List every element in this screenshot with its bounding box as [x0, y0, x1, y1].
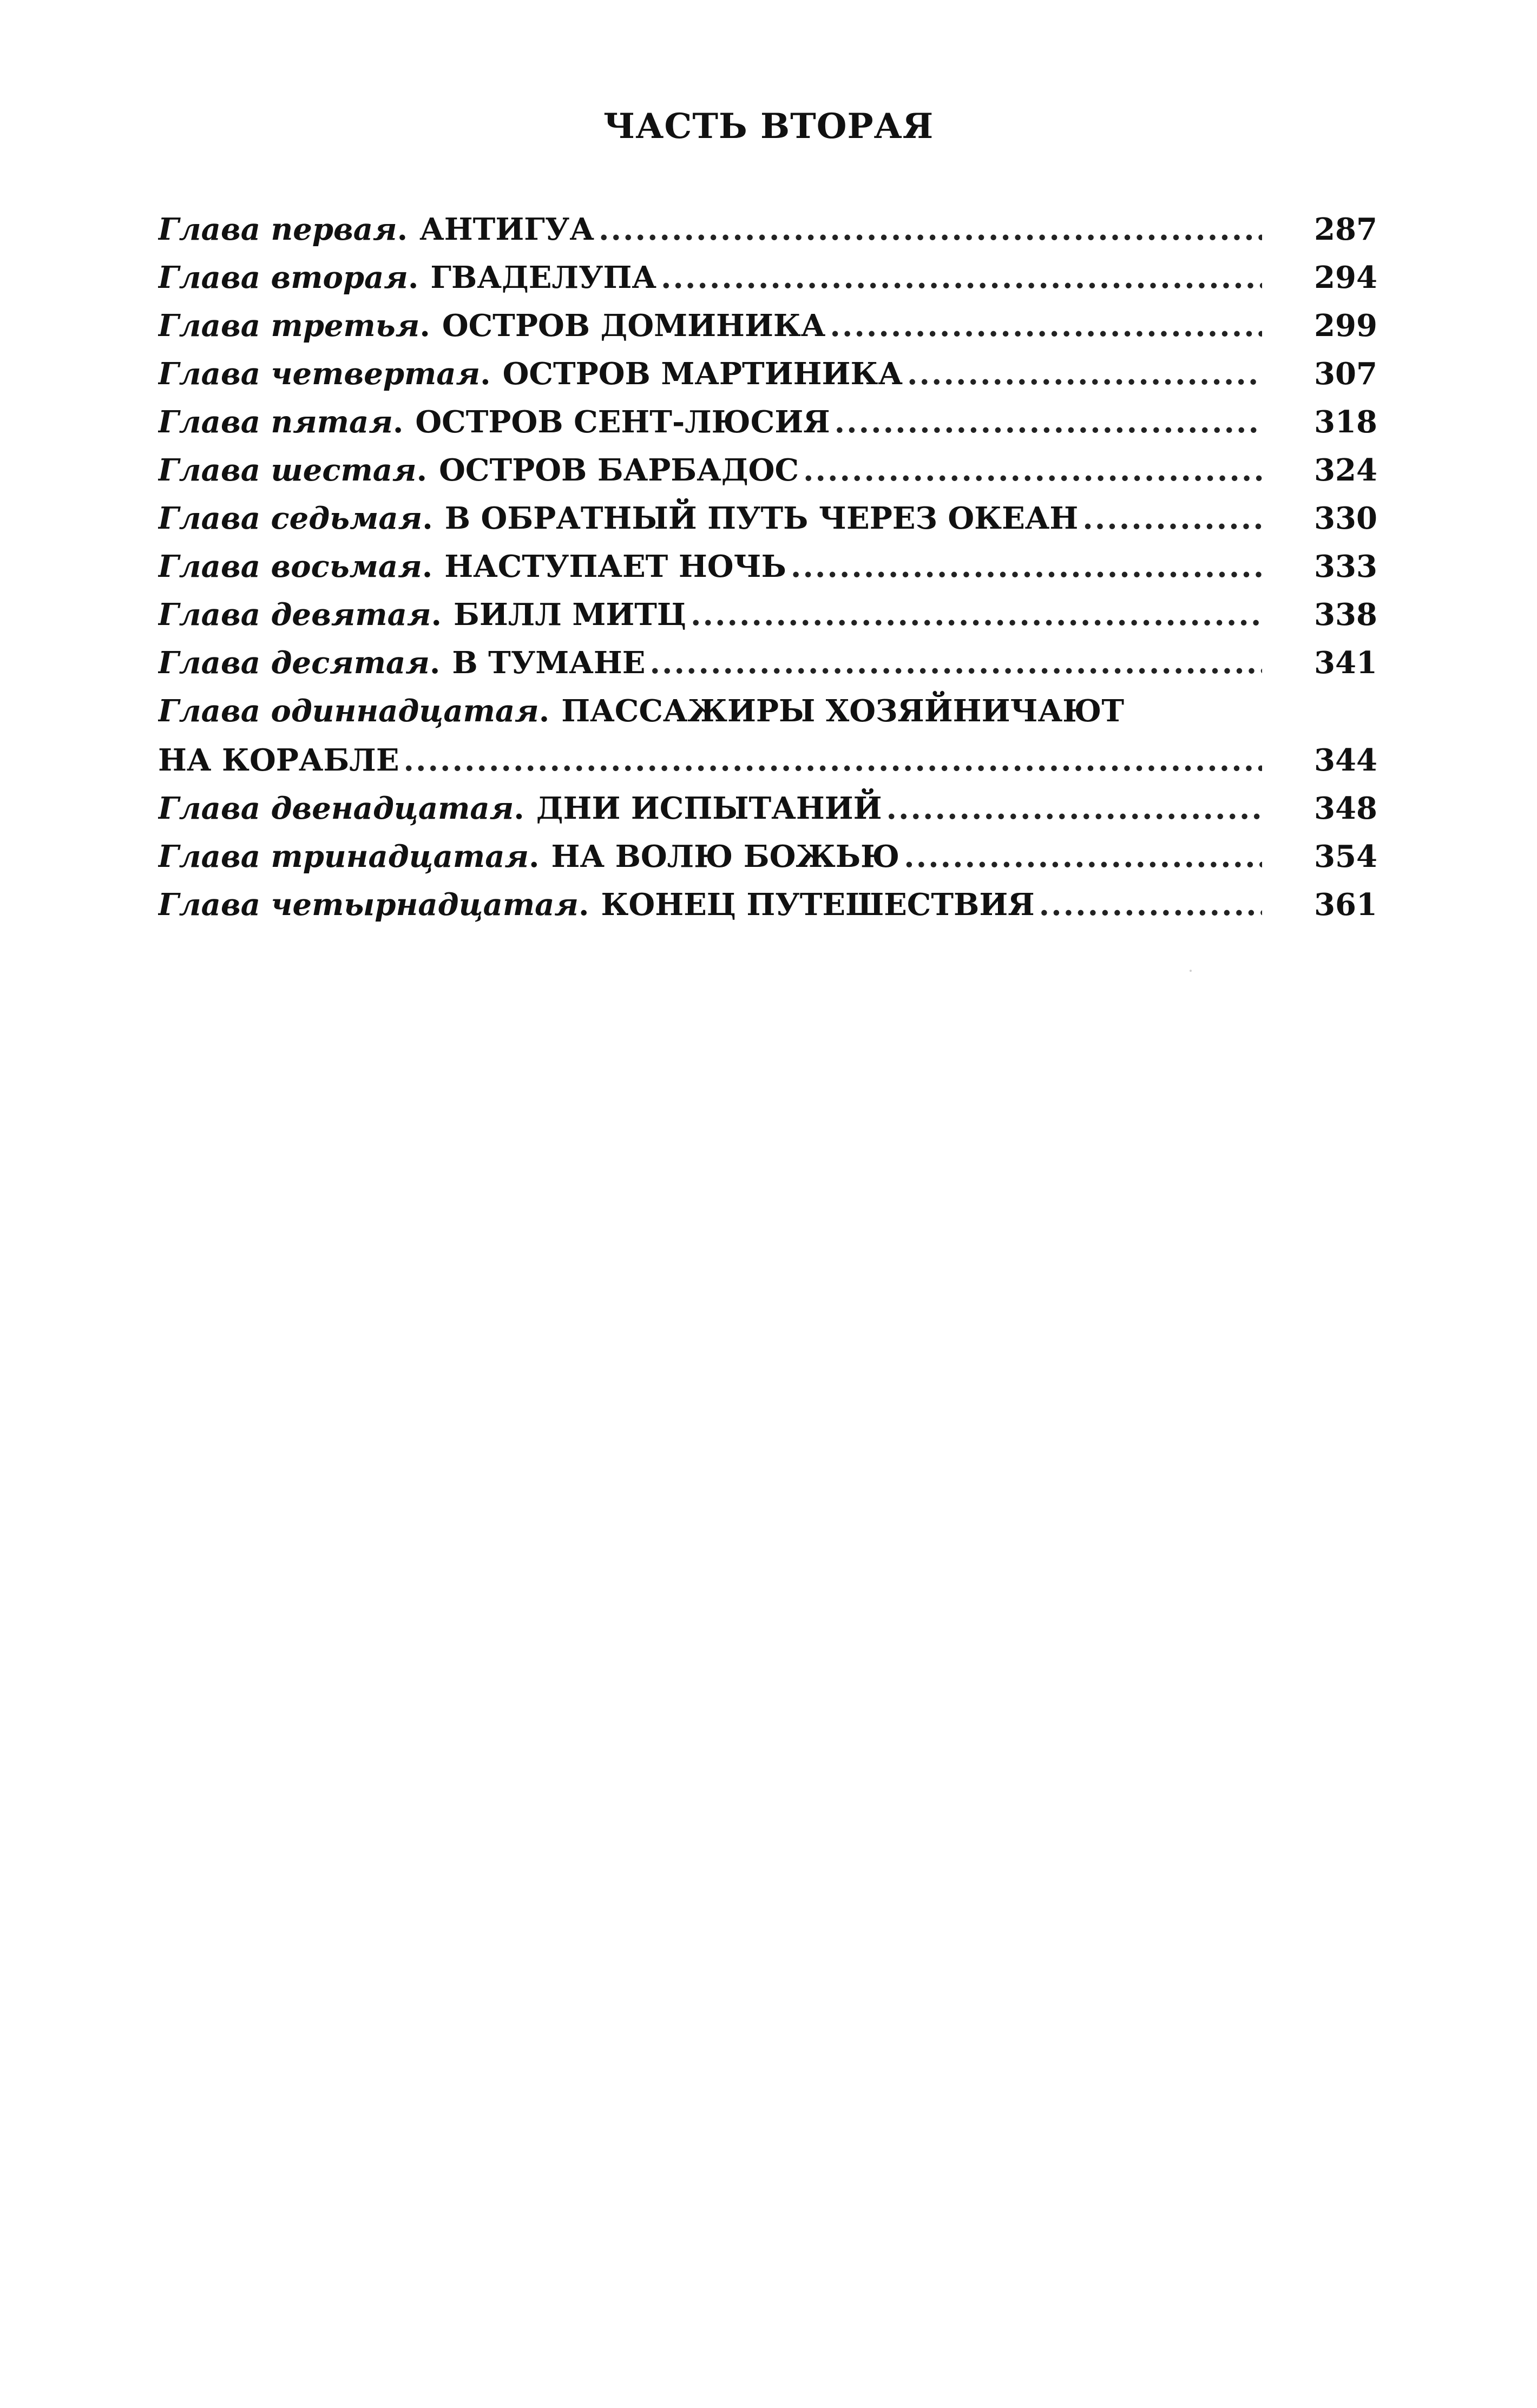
toc-entry: Глава пятая . ОСТРОВ СЕНТ-ЛЮСИЯ ..... 318	[158, 398, 1377, 446]
page-number: 341	[1314, 645, 1377, 681]
dot-leader	[886, 785, 1262, 833]
page-number: 299	[1314, 308, 1377, 344]
toc-entry: Глава десятая . В ТУМАНЕ ..... 341	[158, 639, 1377, 687]
page-number: 344	[1314, 742, 1377, 778]
chapter-title: ОСТРОВ СЕНТ-ЛЮСИЯ	[415, 404, 830, 440]
chapter-label: Глава третья	[158, 308, 420, 344]
paper-speck	[1190, 970, 1192, 972]
page-number: 354	[1314, 839, 1377, 874]
chapter-title: ДНИ ИСПЫТАНИЙ	[536, 791, 882, 826]
chapter-label: Глава десятая	[158, 645, 430, 681]
dot-leader	[599, 206, 1262, 254]
toc-entry: Глава четвертая . ОСТРОВ МАРТИНИКА ..... 307	[158, 350, 1377, 398]
page-number: 348	[1314, 791, 1377, 826]
chapter-title-continued: НА КОРАБЛЕ	[158, 742, 399, 778]
page-number: 330	[1314, 501, 1377, 536]
page-number: 324	[1314, 452, 1377, 488]
part-title: ЧАСТЬ ВТОРАЯ	[603, 106, 934, 147]
chapter-label: Глава девятая	[158, 597, 431, 633]
dot-leader	[907, 350, 1262, 398]
dot-leader	[404, 736, 1262, 785]
table-of-contents	[158, 206, 1377, 929]
toc-entry: Глава двенадцатая . ДНИ ИСПЫТАНИЙ ..... 348	[158, 785, 1377, 833]
toc-entry: Глава третья . ОСТРОВ ДОМИНИКА ..... 299	[158, 302, 1377, 350]
chapter-label: Глава пятая	[158, 404, 393, 440]
toc-entry: Глава восьмая . НАСТУПАЕТ НОЧЬ ..... 333	[158, 543, 1377, 591]
chapter-label: Глава первая	[158, 212, 397, 247]
toc-entry: Глава вторая . ГВАДЕЛУПА ..... 294	[158, 254, 1377, 302]
toc-entry: Глава девятая . БИЛЛ МИТЦ ..... 338	[158, 591, 1377, 639]
page-number: 361	[1314, 887, 1377, 923]
chapter-title: ОСТРОВ БАРБАДОС	[439, 452, 799, 488]
chapter-label: Глава седьмая	[158, 501, 423, 536]
chapter-title: ГВАДЕЛУПА	[430, 260, 656, 295]
chapter-label: Глава тринадцатая	[158, 839, 529, 874]
dot-leader	[803, 446, 1262, 495]
toc-entry-line2	[158, 736, 1377, 785]
chapter-title: НА ВОЛЮ БОЖЬЮ	[551, 839, 900, 874]
chapter-title: БИЛЛ МИТЦ	[454, 597, 687, 633]
chapter-title: АНТИГУА	[419, 212, 594, 247]
toc-entry: Глава первая . АНТИГУА ..... 287	[158, 206, 1377, 254]
chapter-label: Глава восьмая	[158, 549, 422, 584]
chapter-label: Глава двенадцатая	[158, 791, 514, 826]
toc-entry: Глава шестая . ОСТРОВ БАРБАДОС ..... 324	[158, 446, 1377, 495]
chapter-title: ПАССАЖИРЫ ХОЗЯЙНИЧАЮТ	[561, 693, 1124, 729]
toc-entry-line1: Глава одиннадцатая . ПАССАЖИРЫ ХОЗЯЙНИЧАЮТ	[158, 687, 1377, 736]
chapter-label: Глава четырнадцатая	[158, 887, 579, 923]
dot-leader	[649, 639, 1262, 687]
page-number: 287	[1314, 212, 1377, 247]
dot-leader	[1082, 495, 1262, 543]
page-number: 318	[1314, 404, 1377, 440]
chapter-title: НАСТУПАЕТ НОЧЬ	[444, 549, 786, 584]
chapter-title: ОСТРОВ МАРТИНИКА	[502, 356, 903, 392]
chapter-label: Глава четвертая	[158, 356, 481, 392]
chapter-label: Глава шестая	[158, 452, 417, 488]
toc-entry: Глава четырнадцатая . КОНЕЦ ПУТЕШЕСТВИЯ ..... 361	[158, 881, 1377, 929]
chapter-label: Глава вторая	[158, 260, 408, 295]
page-number: 307	[1314, 356, 1377, 392]
toc-entry: Глава тринадцатая . НА ВОЛЮ БОЖЬЮ ..... 354	[158, 833, 1377, 881]
dot-leader	[791, 543, 1262, 591]
dot-leader	[904, 833, 1262, 881]
chapter-title: ОСТРОВ ДОМИНИКА	[442, 308, 826, 344]
page-number: 333	[1314, 549, 1377, 584]
dot-leader	[691, 591, 1262, 639]
chapter-title: В ТУМАНЕ	[452, 645, 646, 681]
dot-leader	[1039, 881, 1262, 929]
dot-leader	[661, 254, 1262, 302]
page-number: 338	[1314, 597, 1377, 633]
dot-leader	[835, 398, 1262, 446]
page-number: 294	[1314, 260, 1377, 295]
dot-leader	[830, 302, 1262, 350]
chapter-title: В ОБРАТНЫЙ ПУТЬ ЧЕРЕЗ ОКЕАН	[444, 501, 1079, 536]
chapter-label: Глава одиннадцатая	[158, 693, 539, 729]
toc-entry: Глава седьмая . В ОБРАТНЫЙ ПУТЬ ЧЕРЕЗ ОКЕАН ..... 330	[158, 495, 1377, 543]
chapter-title: КОНЕЦ ПУТЕШЕСТВИЯ	[601, 887, 1035, 923]
